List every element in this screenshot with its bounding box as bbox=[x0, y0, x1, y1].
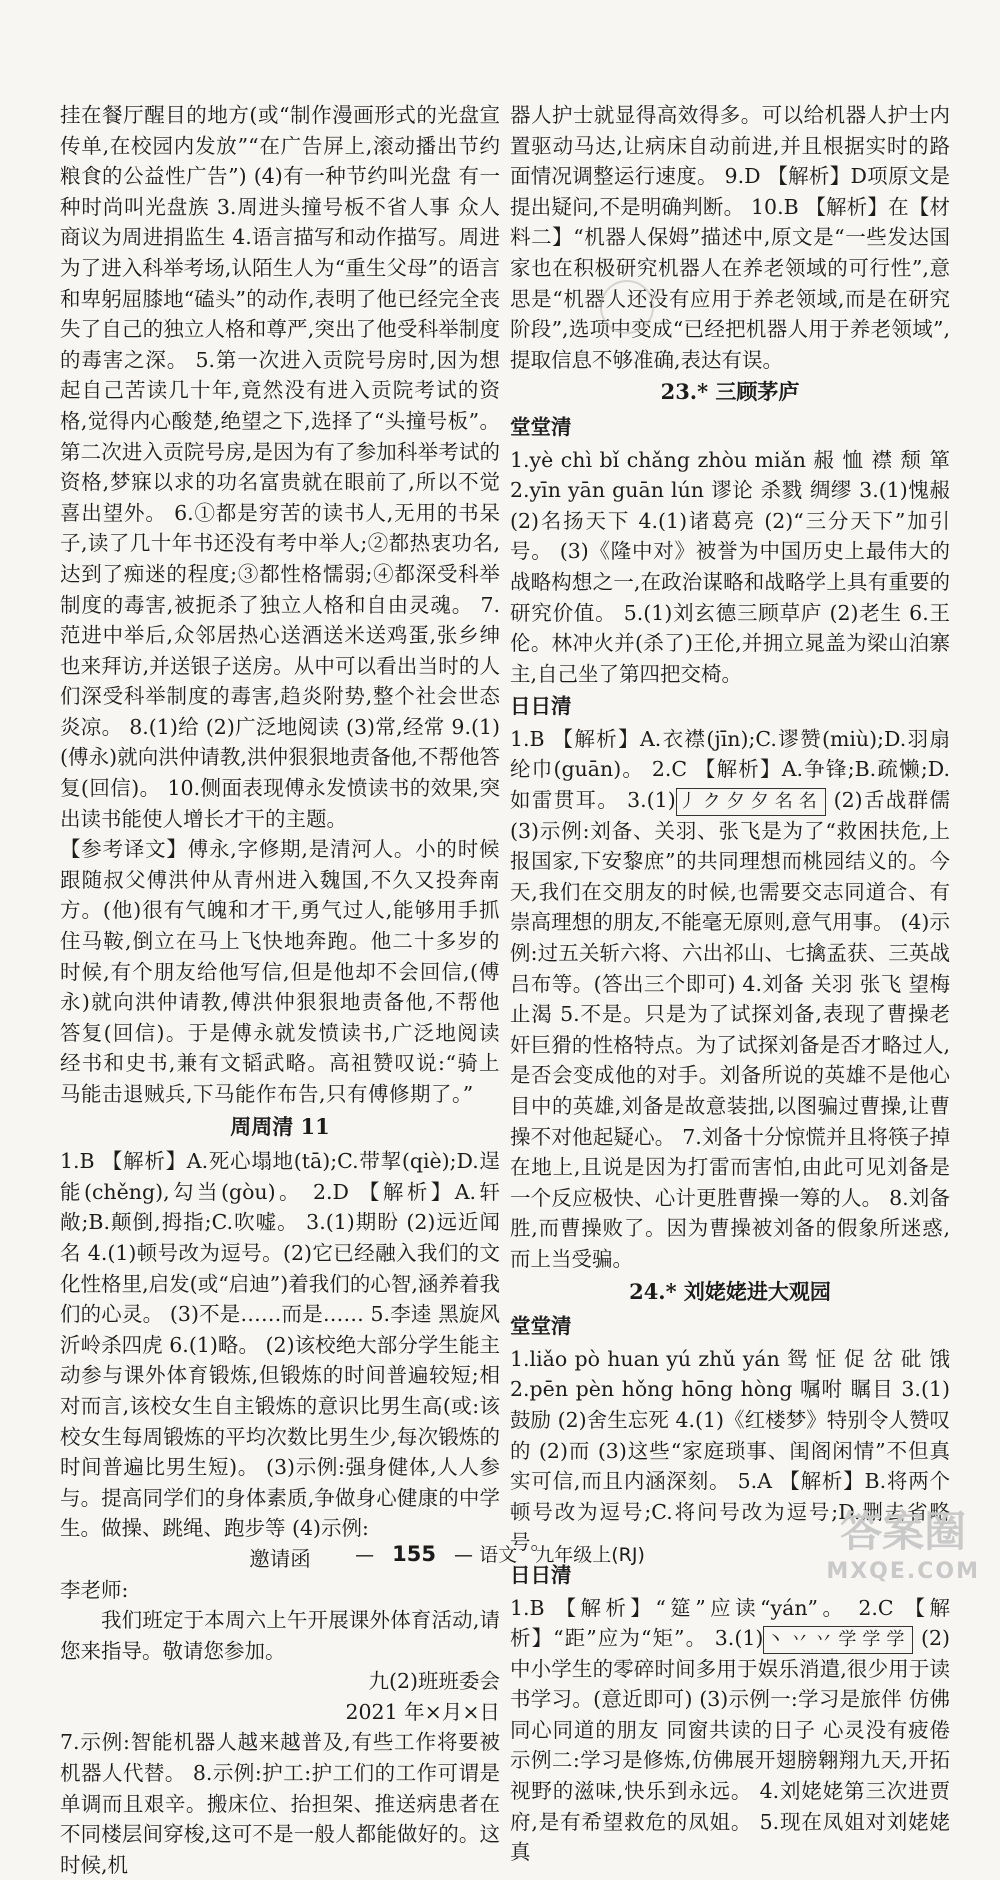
page-footer: — 155 — 语文 九年级上(RJ) bbox=[355, 1542, 645, 1566]
answer-paragraph-tail: 7.示例:智能机器人越来越普及,有些工作将要被机器人代替。 8.示例:护工:护工们的工作可谓是单调而且艰辛。搬床位、抬担架、推送病患者在不同楼层间穿梭,这可不是一般人都能做好的。这时候,机 bbox=[60, 1730, 500, 1877]
lesson23-answers-2 bbox=[510, 724, 950, 1275]
page-number: 155 bbox=[392, 1542, 436, 1566]
watermark-logo-text: 答案圈 bbox=[840, 1507, 967, 1556]
lesson23-sub-ririqing: 日日清 bbox=[510, 694, 572, 719]
left-column bbox=[60, 100, 500, 1880]
lesson24-answers-2a: 1.B 【解析】“筵”应读“yán”。 2.C 【解析】“距”应为“矩”。 3.(1) bbox=[510, 1595, 950, 1651]
letter-signature: 九(2)班班委会 bbox=[368, 1669, 500, 1694]
answer-paragraph-continued: 器人护士就显得高效得多。可以给机器人护士内置驱动马达,让病床自动前进,并且根据实时的路面情况调整运行速度。 9.D 【解析】D项原文是提出疑问,不是明确判断。 10.B 【解析】在【材料二】“机器人保姆”描述中,原文是“一些发达国家也在积极研究机器人在养老领域的可行性”,意思是“机器人还没有应用于养老领域,而是在研究阶段”,选项中变成“已经把机器人用于养老领域”,提取信息不够准确,表达有误。 bbox=[510, 103, 950, 372]
lesson24-answers-1: 1.liǎo pò huan yú zhǔ yán 鸳 怔 促 岔 砒 饿 2.pēn pèn hǒng hōng hòng 嘱咐 瞩目 3.(1)鼓励 (2)舍生忘死 4.(1)《红楼梦》特别令人赞叹的 (2)而 (3)这些“家庭琐事、闺阁闲情”不但真实可信,而且内涵深刻。 5.A 【解析】B.将两个顿号改为逗号;C.将问号改为逗号;D.删去省略号。 bbox=[510, 1346, 950, 1555]
letter-title: 邀请函 bbox=[249, 1546, 311, 1571]
letter-salutation: 李老师: bbox=[60, 1577, 129, 1602]
letter-date: 2021 年×月×日 bbox=[345, 1699, 500, 1724]
lesson23-sub-tangtangqing: 堂堂清 bbox=[510, 414, 572, 439]
footer-grade: 九年级上(RJ) bbox=[535, 1544, 645, 1566]
watermark-site: MXQE.COM bbox=[826, 1559, 980, 1584]
answer-paragraph: 挂在餐厅醒目的地方(或“制作漫画形式的光盘宣传单,在校园内发放”“在广告屏上,滚动播出节约粮食的公益性广告”) (4)有一种节约叫光盘 有一种时尚叫光盘族 3.周进头撞号板不省人事 众人商议为周进捐监生 4.语言描写和动作描写。周进为了进入科举考场,认陌生人为“重生父母”的语言和卑躬屈膝地“磕头”的动作,表明了他已经完全丧失了自己的独立人格和尊严,突出了他受科举制度的毒害之深。 5.第一次进入贡院号房时,因为想起自己苦读几十年,竟然没有进入贡院考试的资格,觉得内心酸楚,绝望之下,选择了“头撞号板”。第二次进入贡院号房,是因为有了参加科举考试的资格,梦寐以求的功名富贵就在眼前了,所以不觉喜出望外。 6.①都是穷苦的读书人,无用的书呆子,读了几十年书还没有考中举人;②都热衷功名,达到了痴迷的程度;③都性格懦弱;④都深受科举制度的毒害,被扼杀了独立人格和自由灵魂。 7.范进中举后,众邻居热心送酒送米送鸡蛋,张乡绅也来拜访,并送银子送房。从中可以看出当时的人们深受科举制度的毒害,趋炎附势,整个社会世态炎凉。 8.(1)给 (2)广泛地阅读 (3)常,经常 9.(1)(傅永)就向洪仲请教,洪仲狠狠地责备他,不帮他答复(回信)。 10.侧面表现傅永发愤读书的效果,突出读书能使人增长才干的主题。 bbox=[60, 103, 500, 831]
weekly-answers: 1.B 【解析】A.死心塌地(tā);C.带挈(qiè);D.逞能(chěng),勾当(gòu)。 2.D 【解析】A.轩敞;B.颠倒,拇指;C.吹嘘。 3.(1)期盼 (2)远近闻名 4.(1)顿号改为逗号。(2)它已经融入我们的文化性格里,启发(或“启迪”)着我们的心智,涵养着我们的心灵。 (3)不是……而是…… 5.李逵 黑旋风 沂岭杀四虎 6.(1)略。 (2)该校绝大部分学生能主动参与课外体育锻炼,但锻炼的时间普遍较短;相对而言,该校女生自主锻炼的意识比男生高(或:该校女生每周锻炼的平均次数比男生少,每次锻炼的时间普遍比男生短)。 (3)示例:强身健体,人人参与。提高同学们的身体素质,争做身心健康的中学生。做操、跳绳、跑步等 (4)示例: bbox=[60, 1149, 500, 1541]
lesson24-sub-ririqing: 日日清 bbox=[510, 1562, 572, 1587]
stroke-order-grid-2: 丶丷丷学学学 bbox=[763, 1626, 913, 1654]
lesson23-answers-2a: 1.B 【解析】A.衣襟(jīn);C.谬赞(miù);D.羽扇纶巾(guān)。 2.C 【解析】A.争锋;B.疏懒;D.如雷贯耳。 3.(1) bbox=[510, 726, 950, 813]
letter-body: 我们班定于本周六上午开展课外体育活动,请您来指导。敬请您参加。 bbox=[60, 1608, 500, 1663]
stamp-seal bbox=[600, 280, 654, 334]
lesson23-answers-2b: (2)舌战群儒 (3)示例:刘备、关羽、张飞是为了“救困扶危,上报国家,下安黎庶”的共同理想而桃园结义的。今天,我们在交朋友的时候,也需要交志同道合、有崇高理想的朋友,不能毫无原则,意气用事。 (4)示例:过五关斩六将、六出祁山、七擒孟获、三英战吕布等。(答出三个即可) 4.刘备 关羽 张飞 望梅止渴 5.不是。只是为了试探刘备,表现了曹操老奸巨猾的性格特点。为了试探刘备是否才略过人,是否会变成他的对手。刘备所说的英雄不是他心目中的英雄,刘备是故意装拙,以图骗过曹操,让曹操不对他起疑心。 7.刘备十分惊慌并且将筷子掉在地上,且说是因为打雷而害怕,由此可见刘备是一个反应极快、心计更胜曹操一筹的人。 8.刘备胜,而曹操败了。因为曹操被刘备的假象所迷惑,而上当受骗。 bbox=[510, 788, 950, 1271]
lesson24-answers-2 bbox=[510, 1593, 950, 1868]
lesson23-answers-1: 1.yè chì bǐ chǎng zhòu miǎn 赧 恤 襟 颓 箪 2.yīn yān guān lún 谬论 杀戮 绸缪 3.(1)愧赧 (2)名扬天下 4.(1)诸葛亮 (2)“三分天下”加引号。 (3)《隆中对》被誉为中国历史上最伟大的战略构想之一,在政治谋略和战略学上具有重要的研究价值。 5.(1)刘玄德三顾草庐 (2)老生 6.王伦。林冲火并(杀了)王伦,并拥立晁盖为梁山泊寨主,自己坐了第四把交椅。 bbox=[510, 447, 950, 686]
footer-subject: 语文 bbox=[479, 1544, 518, 1566]
lesson24-title: 24.* 刘姥姥进大观园 bbox=[629, 1278, 831, 1304]
lesson24-answers-2b: (2)中小学生的零碎时间多用于娱乐消遣,很少用于读书学习。(意近即可) (3)示例一:学习是旅伴 仿佛同心同道的朋友 同窗共读的日子 心灵没有疲倦 示例二:学习是修炼,仿佛展开翅膀翱翔九天,开拓视野的滋味,快乐到永远。 4.刘姥姥第三次进贾府,是有希望救危的凤姐。 5.现在凤姐对刘姥姥真 bbox=[510, 1626, 950, 1865]
watermark-logo bbox=[826, 1507, 980, 1592]
lesson24-sub-tangtangqing: 堂堂清 bbox=[510, 1314, 572, 1339]
lesson23-title: 23.* 三顾茅庐 bbox=[660, 379, 800, 405]
right-column bbox=[510, 100, 950, 1868]
stroke-order-grid: 丿ク夕夕名名 bbox=[676, 788, 826, 816]
section-title-weekly: 周周清 11 bbox=[230, 1113, 330, 1139]
reference-translation: 【参考译文】傅永,字修期,是清河人。小的时候跟随叔父傅洪仲从青州进入魏国,不久又投奔南方。(他)很有气魄和才干,勇气过人,能够用手抓住马鞍,倒立在马上飞快地奔跑。他二十多岁的时候,有个朋友给他写信,但是他却不会回信,(傅永)就向洪仲请教,傅洪仲狠狠地责备他,不帮他答复(回信)。于是傅永就发愤读书,广泛地阅读经书和史书,兼有文韬武略。高祖赞叹说:“骑上马能击退贼兵,下马能作布告,只有傅修期了。” bbox=[60, 837, 500, 1106]
